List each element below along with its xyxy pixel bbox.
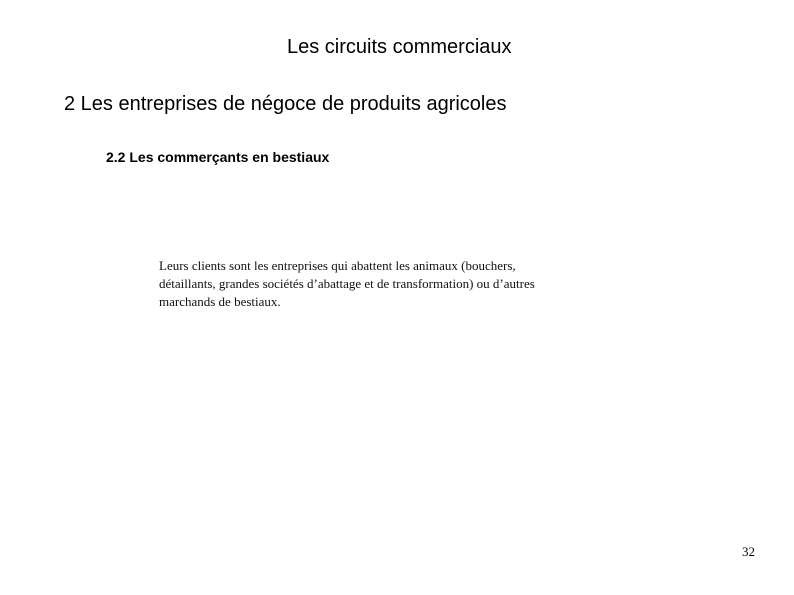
slide-title: Les circuits commerciaux [287, 36, 512, 58]
body-line-3: marchands de bestiaux. [159, 294, 281, 309]
section-heading: 2 Les entreprises de négoce de produits agricoles [64, 93, 507, 115]
body-paragraph [159, 257, 629, 311]
subsection-heading: 2.2 Les commerçants en bestiaux [106, 149, 330, 165]
body-line-1: Leurs clients sont les entreprises qui abattent les animaux (bouchers, [159, 258, 516, 273]
page-number: 32 [742, 544, 755, 559]
body-line-2: détaillants, grandes sociétés d’abattage et de transformation) ou d’autres [159, 276, 535, 291]
